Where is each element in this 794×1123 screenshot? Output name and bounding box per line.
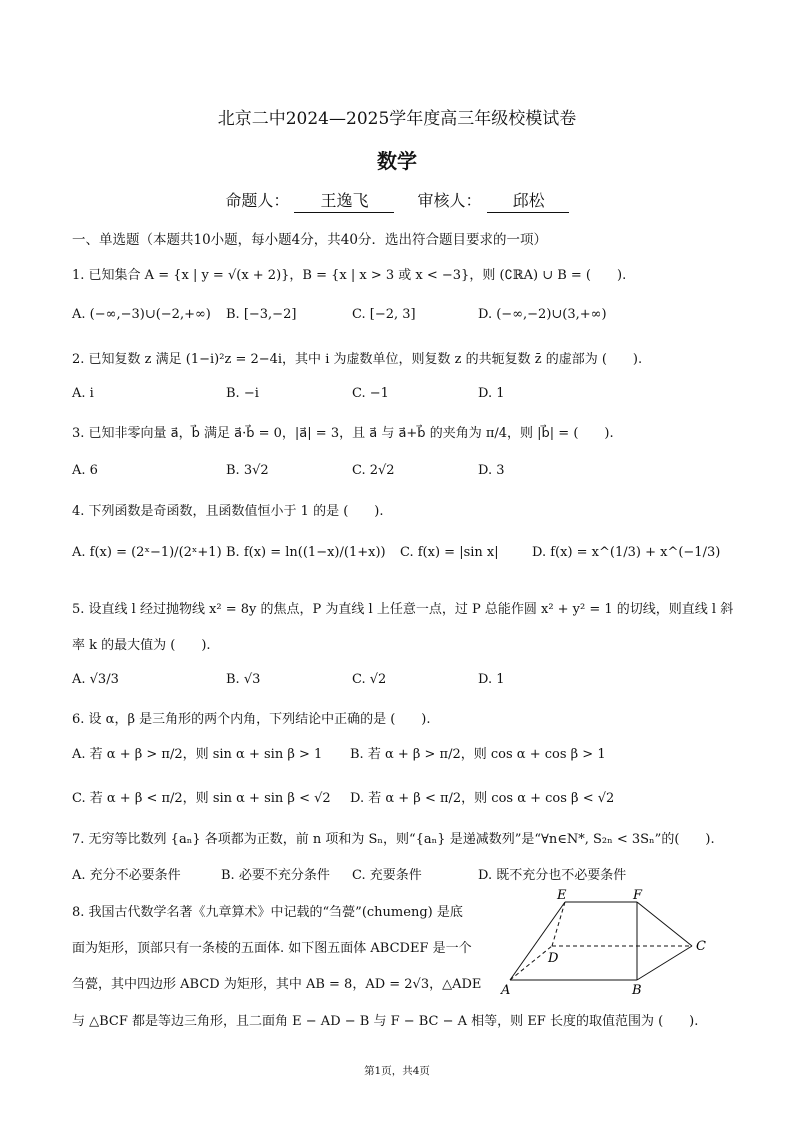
q3-option-b: B. 3√2 bbox=[226, 463, 269, 478]
q3-option-a: A. 6 bbox=[72, 463, 98, 478]
question-8-line-2: 面为矩形，顶部只有一条棱的五面体. 如下图五面体 ABCDEF 是一个 bbox=[72, 941, 472, 956]
q6-option-c: C. 若 α + β < π/2，则 sin α + sin β < √2 bbox=[72, 791, 331, 806]
q5-option-c: C. √2 bbox=[352, 672, 387, 687]
question-4-stem: 4. 下列函数是奇函数，且函数值恒小于 1 的是 ( ). bbox=[72, 504, 384, 519]
question-5-stem: 5. 设直线 l 经过抛物线 x² = 8y 的焦点，P 为直线 l 上任意一点，过 P 总能作圆 x² + y² = 1 的切线，则直线 l 斜 bbox=[72, 602, 734, 617]
q6-option-d: D. 若 α + β < π/2，则 cos α + cos β < √2 bbox=[350, 791, 615, 806]
question-7-stem: 7. 无穷等比数列 {aₙ} 各项都为正数，前 n 项和为 Sₙ，则“{aₙ} 是递减数列”是“∀n∈N*, S₂ₙ < 3Sₙ”的( ). bbox=[72, 832, 715, 847]
vertex-label-f: F bbox=[633, 888, 643, 903]
reviewer-label: 审核人： bbox=[417, 191, 482, 210]
setter-name: 王逸飞 bbox=[294, 188, 394, 213]
subject-title: 数学 bbox=[377, 149, 417, 173]
vertex-label-b: B bbox=[632, 983, 642, 998]
vertex-label-a: A bbox=[501, 983, 511, 998]
q3-option-d: D. 3 bbox=[478, 463, 505, 478]
question-2-stem: 2. 已知复数 z 满足 (1−i)²z = 2−4i，其中 i 为虚数单位，则复数 z 的共轭复数 z̄ 的虚部为 ( ). bbox=[72, 352, 643, 367]
q5-option-b: B. √3 bbox=[226, 672, 261, 687]
q1-option-c: C. [−2, 3] bbox=[352, 307, 416, 322]
question-3-stem: 3. 已知非零向量 a⃗，b⃗ 满足 a⃗·b⃗ = 0，|a⃗| = 3，且 a⃗ 与 a⃗+b⃗ 的夹角为 π/4，则 |b⃗| = ( ). bbox=[72, 426, 614, 441]
q3-option-c: C. 2√2 bbox=[352, 463, 395, 478]
q1-option-d: D. (−∞,−2)∪(3,+∞) bbox=[478, 307, 607, 322]
q6-option-a: A. 若 α + β > π/2，则 sin α + sin β > 1 bbox=[72, 747, 323, 762]
q5-option-d: D. 1 bbox=[478, 672, 505, 687]
question-8-line-4: 与 △BCF 都是等边三角形，且二面角 E − AD − B 与 F − BC − A 相等，则 EF 长度的取值范围为 ( ). bbox=[72, 1014, 699, 1029]
q2-option-b: B. −i bbox=[226, 386, 259, 401]
q1-option-a: A. (−∞,−3)∪(−2,+∞) bbox=[72, 307, 211, 322]
q6-option-b: B. 若 α + β > π/2，则 cos α + cos β > 1 bbox=[350, 747, 606, 762]
exam-title: 北京二中2024—2025学年度高三年级校模试卷 bbox=[217, 109, 577, 129]
reviewer-name: 邱松 bbox=[487, 188, 569, 213]
vertex-label-d: D bbox=[548, 951, 559, 966]
authors-line bbox=[0, 188, 794, 213]
q1-option-b: B. [−3,−2] bbox=[226, 307, 297, 322]
question-6-stem: 6. 设 α，β 是三角形的两个内角，下列结论中正确的是 ( ). bbox=[72, 712, 431, 727]
q5-option-a: A. √3/3 bbox=[72, 672, 119, 687]
vertex-label-e: E bbox=[557, 888, 567, 903]
setter-label: 命题人： bbox=[225, 191, 290, 210]
q4-option-c: C. f(x) = |sin x| bbox=[400, 545, 499, 560]
q2-option-d: D. 1 bbox=[478, 386, 505, 401]
q2-option-c: C. −1 bbox=[352, 386, 389, 401]
question-1-stem: 1. 已知集合 A = {x | y = √(x + 2)}，B = {x | x > 3 或 x < −3}，则 (∁ℝA) ∪ B = ( ). bbox=[72, 268, 627, 283]
q7-option-b: B. 必要不充分条件 bbox=[221, 868, 330, 883]
pentahedron-figure bbox=[497, 888, 722, 1000]
q4-option-d: D. f(x) = x^(1/3) + x^(−1/3) bbox=[532, 545, 721, 560]
q4-option-b: B. f(x) = ln((1−x)/(1+x)) bbox=[226, 545, 386, 560]
q4-option-a: A. f(x) = (2ˣ−1)/(2ˣ+1) bbox=[72, 545, 222, 560]
q2-option-a: A. i bbox=[72, 386, 94, 401]
q7-option-d: D. 既不充分也不必要条件 bbox=[478, 868, 627, 883]
question-5-stem-cont: 率 k 的最大值为 ( ). bbox=[72, 638, 211, 653]
question-8-line-1: 8. 我国古代数学名著《九章算术》中记载的“刍甍”(chumeng) 是底 bbox=[72, 905, 463, 920]
q7-option-a: A. 充分不必要条件 bbox=[72, 868, 181, 883]
question-8-line-3: 刍甍，其中四边形 ABCD 为矩形，其中 AB = 8，AD = 2√3，△ADE bbox=[72, 977, 482, 992]
section-heading: 一、单选题（本题共10小题，每小题4分，共40分．选出符合题目要求的一项） bbox=[72, 232, 547, 248]
vertex-label-c: C bbox=[696, 939, 706, 954]
page-footer: 第1页，共4页 bbox=[364, 1065, 430, 1077]
q7-option-c: C. 充要条件 bbox=[352, 868, 422, 883]
